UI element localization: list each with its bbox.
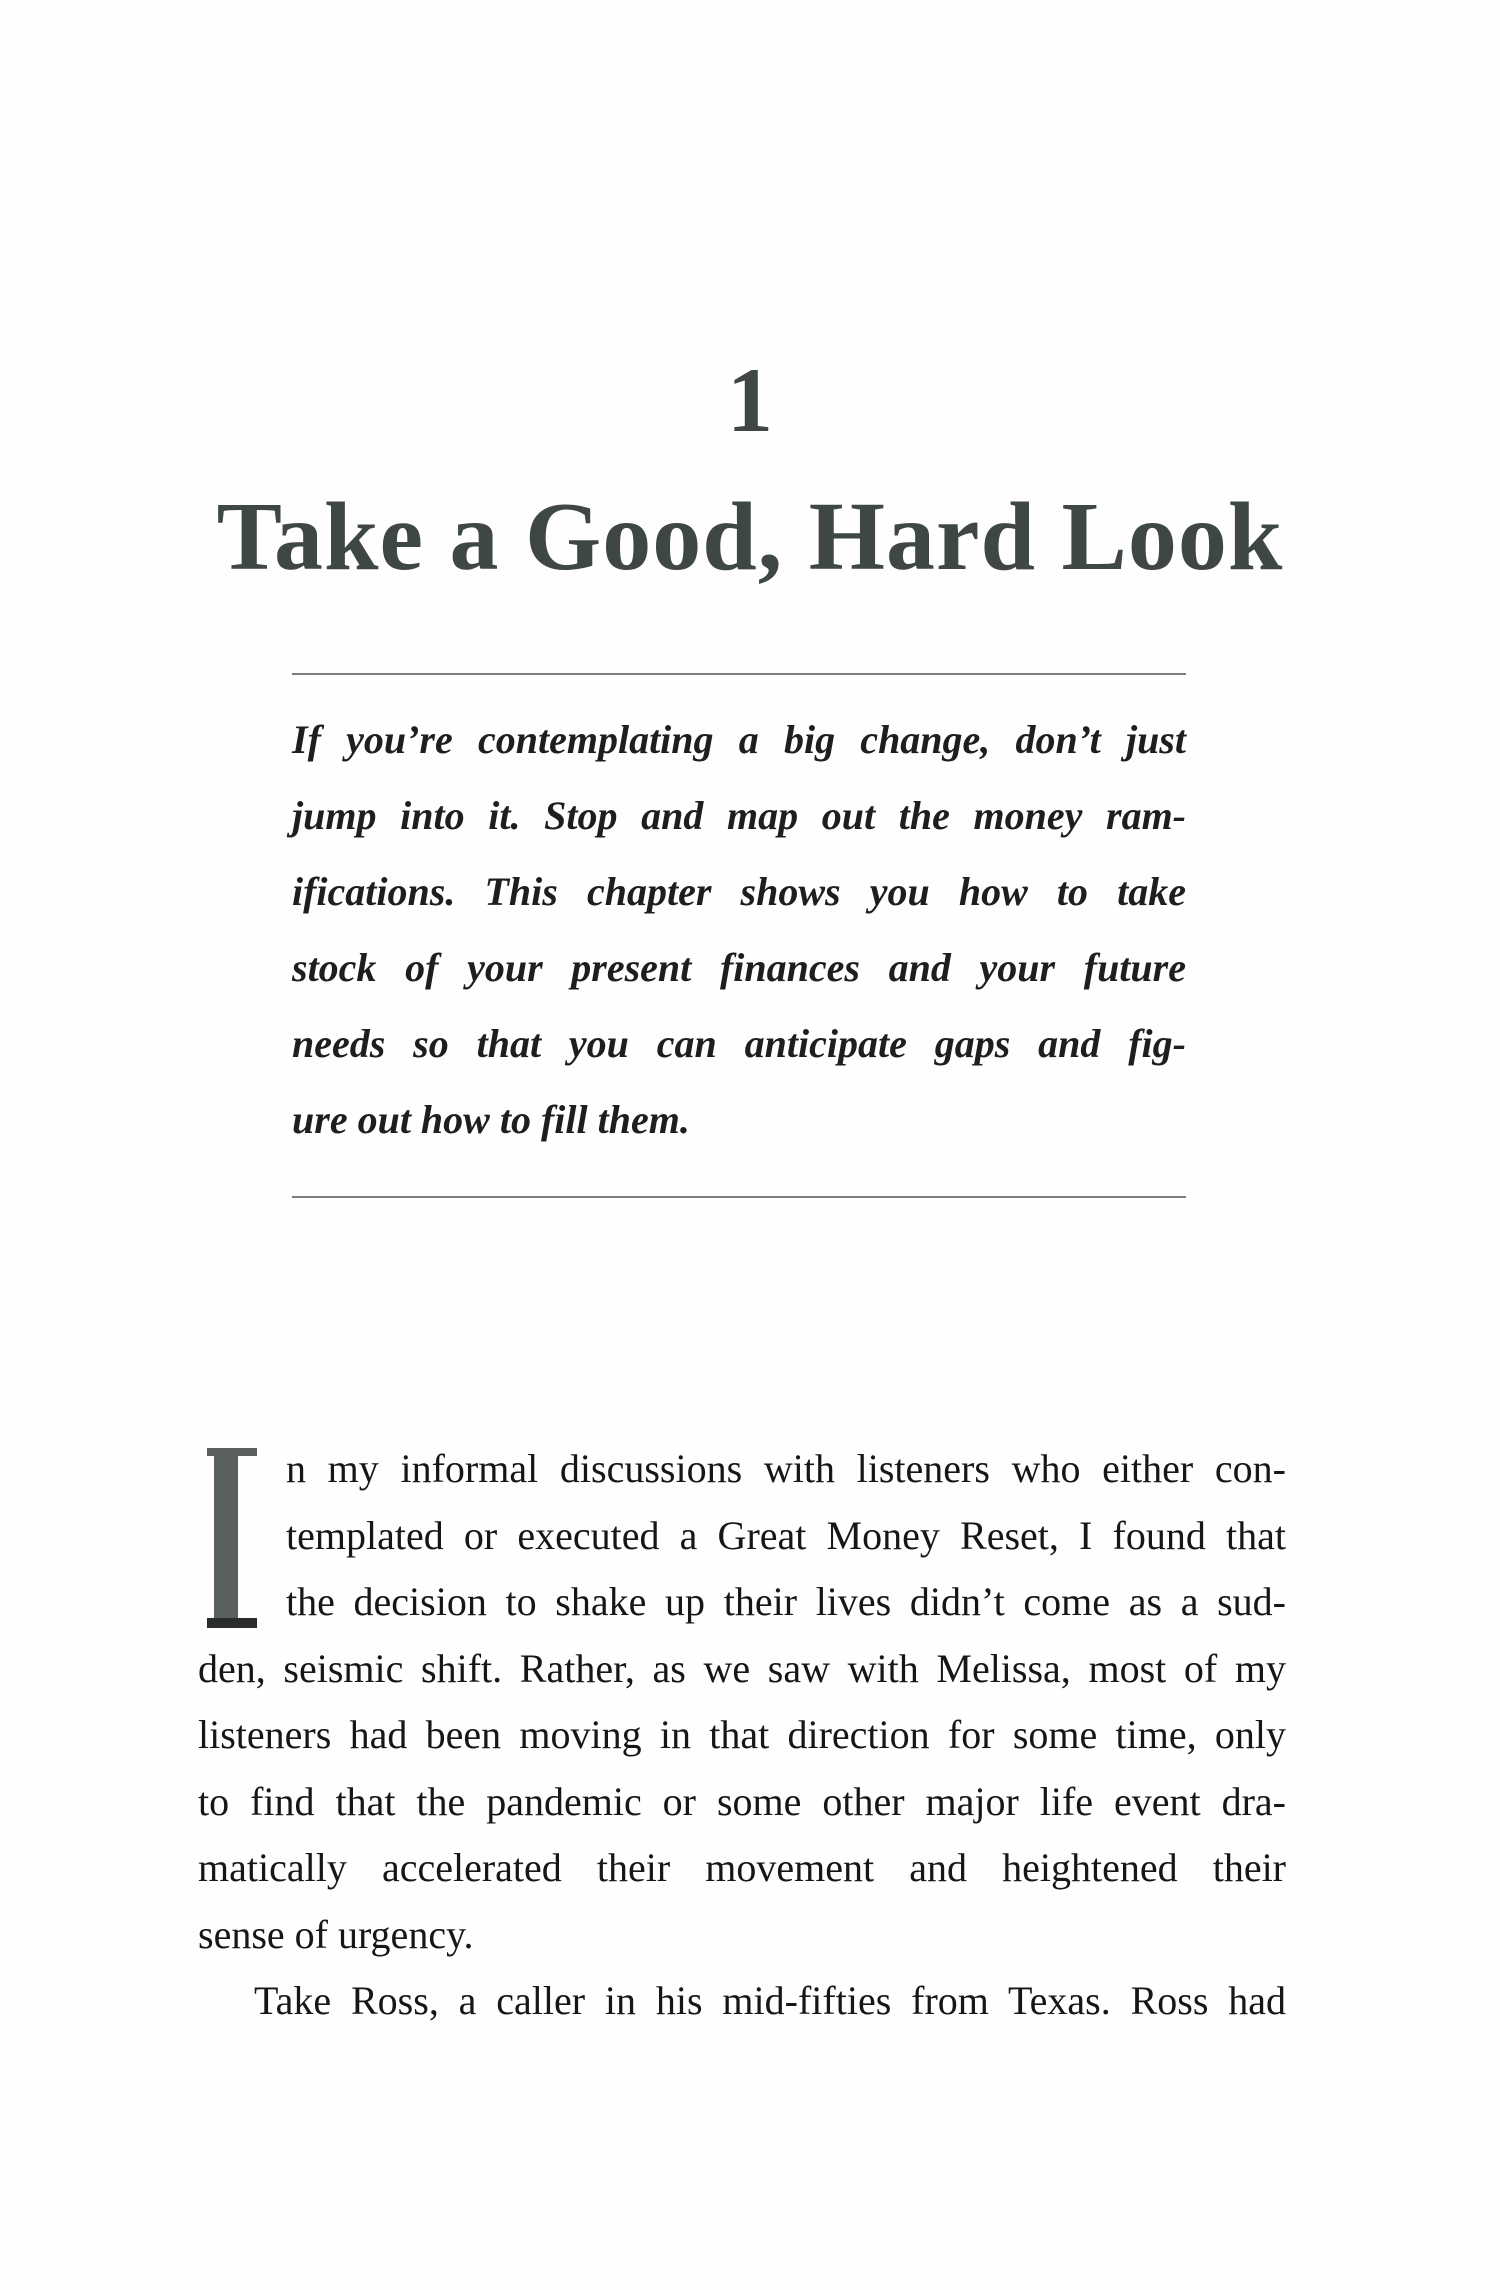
body-line: the decision to shake up their lives didn’t come as a sud- [286, 1579, 1286, 1624]
body-line: listeners had been moving in that direction for some time, only [198, 1712, 1286, 1757]
epigraph-line: needs so that you can anticipate gaps and fig- [292, 1021, 1186, 1066]
body-line: Take Ross, a caller in his mid-fifties from Texas. Ross had [254, 1978, 1286, 2023]
body-paragraphs [198, 1436, 1286, 2035]
body-line: n my informal discussions with listeners who either con- [286, 1446, 1286, 1491]
body-line: matically accelerated their movement and heightened their [198, 1845, 1286, 1890]
epigraph-line: If you’re contemplating a big change, don’t just [292, 717, 1186, 762]
epigraph-line: jump into it. Stop and map out the money ram- [292, 793, 1186, 838]
epigraph-bottom-rule [292, 1196, 1186, 1198]
epigraph-line: ure out how to fill them. [292, 1097, 690, 1142]
body-line: to find that the pandemic or some other major life event dra- [198, 1778, 1286, 1824]
chapter-title: Take a Good, Hard Look [216, 483, 1284, 591]
chapter-epigraph [292, 702, 1186, 1158]
chapter-number: 1 [727, 349, 773, 451]
body-line: templated or executed a Great Money Reset, I found that [286, 1512, 1286, 1558]
epigraph-line: ifications. This chapter shows you how to take [292, 869, 1186, 914]
epigraph-top-rule [292, 673, 1186, 675]
epigraph-line: stock of your present finances and your future [292, 945, 1186, 990]
body-line: sense of urgency. [198, 1911, 474, 1957]
body-line: den, seismic shift. Rather, as we saw with Melissa, most of my [198, 1645, 1286, 1691]
